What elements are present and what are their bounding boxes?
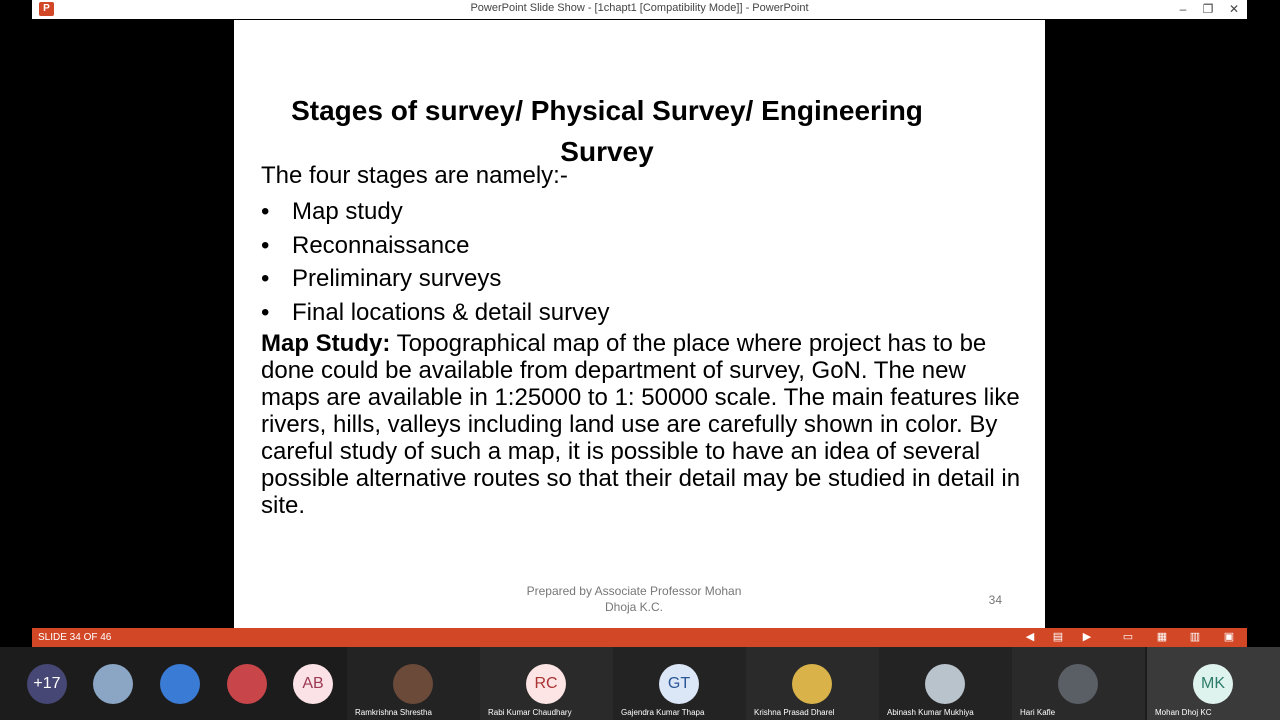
slide-intro: The four stages are namely:- — [261, 162, 568, 189]
avatar — [792, 664, 832, 704]
powerpoint-icon: P — [39, 2, 54, 16]
slide-footer: Prepared by Associate Professor Mohan Dhoja K.C. — [526, 584, 742, 614]
participant-name: Krishna Prasad Dharel — [754, 708, 835, 717]
previous-slide-icon[interactable]: ◀ — [1025, 631, 1035, 643]
list-item — [261, 296, 609, 330]
normal-view-icon[interactable]: ▭ — [1122, 631, 1134, 643]
bullet-text: Preliminary surveys — [292, 265, 502, 293]
participant-name: Mohan Dhoj KC — [1155, 708, 1212, 717]
bullet-text: Map study — [292, 198, 403, 225]
slide-counter: SLIDE 34 OF 46 — [38, 632, 112, 643]
bullet-icon: • — [261, 265, 270, 293]
close-button[interactable]: ✕ — [1228, 2, 1240, 16]
slideshow-icon[interactable]: ▣ — [1223, 631, 1235, 643]
avatar: GT — [659, 664, 699, 704]
map-study-paragraph — [261, 330, 1021, 519]
bullet-text: Final locations & detail survey — [292, 299, 610, 327]
slideshow-status-bar — [32, 628, 1247, 647]
minimize-button[interactable]: – — [1179, 2, 1187, 16]
avatar[interactable] — [160, 664, 200, 704]
list-item — [261, 195, 609, 229]
participant-tile[interactable] — [746, 647, 879, 720]
avatar — [393, 664, 433, 704]
participant-tile[interactable] — [613, 647, 746, 720]
avatar — [1058, 664, 1098, 704]
slide[interactable] — [234, 20, 1045, 628]
participant-name: Ramkrishna Shrestha — [355, 708, 432, 717]
reading-view-icon[interactable]: ▥ — [1189, 631, 1201, 643]
next-slide-icon[interactable]: ▶ — [1082, 631, 1092, 643]
avatar[interactable]: AB — [293, 664, 333, 704]
participant-tile[interactable] — [1147, 647, 1280, 720]
avatar: RC — [526, 664, 566, 704]
avatar[interactable] — [227, 664, 267, 704]
avatar: MK — [1193, 664, 1233, 704]
participant-name: Hari Kafle — [1020, 708, 1056, 717]
participant-tile[interactable] — [480, 647, 613, 720]
paragraph-body: Topographical map of the place where project has to be done could be available from department of survey, GoN. The new maps are available in 1:25000 to 1: 50000 scale. The main features like rivers, hills, valleys including land use are carefully shown in color. By careful study of such a map, it is possible to have an idea of several possible alternative routes so that their detail may be studied in detail in site. — [261, 330, 1021, 519]
slide-title: Stages of survey/ Physical Survey/ Engineering Survey — [291, 95, 923, 167]
list-item — [261, 229, 609, 263]
slide-number: 34 — [988, 593, 1002, 607]
participant-name: Gajendra Kumar Thapa — [621, 708, 705, 717]
participants-strip — [0, 647, 1280, 720]
notes-icon[interactable]: ▤ — [1052, 631, 1064, 643]
bullet-icon: • — [261, 231, 270, 259]
paragraph-heading: Map Study: — [261, 330, 391, 357]
title-bar — [32, 0, 1247, 19]
participant-tile[interactable] — [347, 647, 480, 720]
window-title: PowerPoint Slide Show - [1chapt1 [Compatibility Mode]] - PowerPoint — [470, 2, 809, 14]
avatar — [925, 664, 965, 704]
bullet-icon: • — [261, 198, 270, 225]
list-item — [261, 262, 609, 296]
bullet-icon: • — [261, 299, 270, 327]
participant-name: Rabi Kumar Chaudhary — [488, 708, 572, 717]
participant-tile[interactable] — [1012, 647, 1145, 720]
bullet-list — [261, 195, 609, 330]
slide-sorter-icon[interactable]: ▦ — [1156, 631, 1168, 643]
bullet-text: Reconnaissance — [292, 231, 470, 259]
more-participants-button[interactable]: +17 — [27, 664, 67, 704]
participant-tile[interactable] — [879, 647, 1012, 720]
avatar[interactable] — [93, 664, 133, 704]
participant-name: Abinash Kumar Mukhiya — [887, 708, 974, 717]
restore-button[interactable]: ❐ — [1202, 2, 1214, 16]
